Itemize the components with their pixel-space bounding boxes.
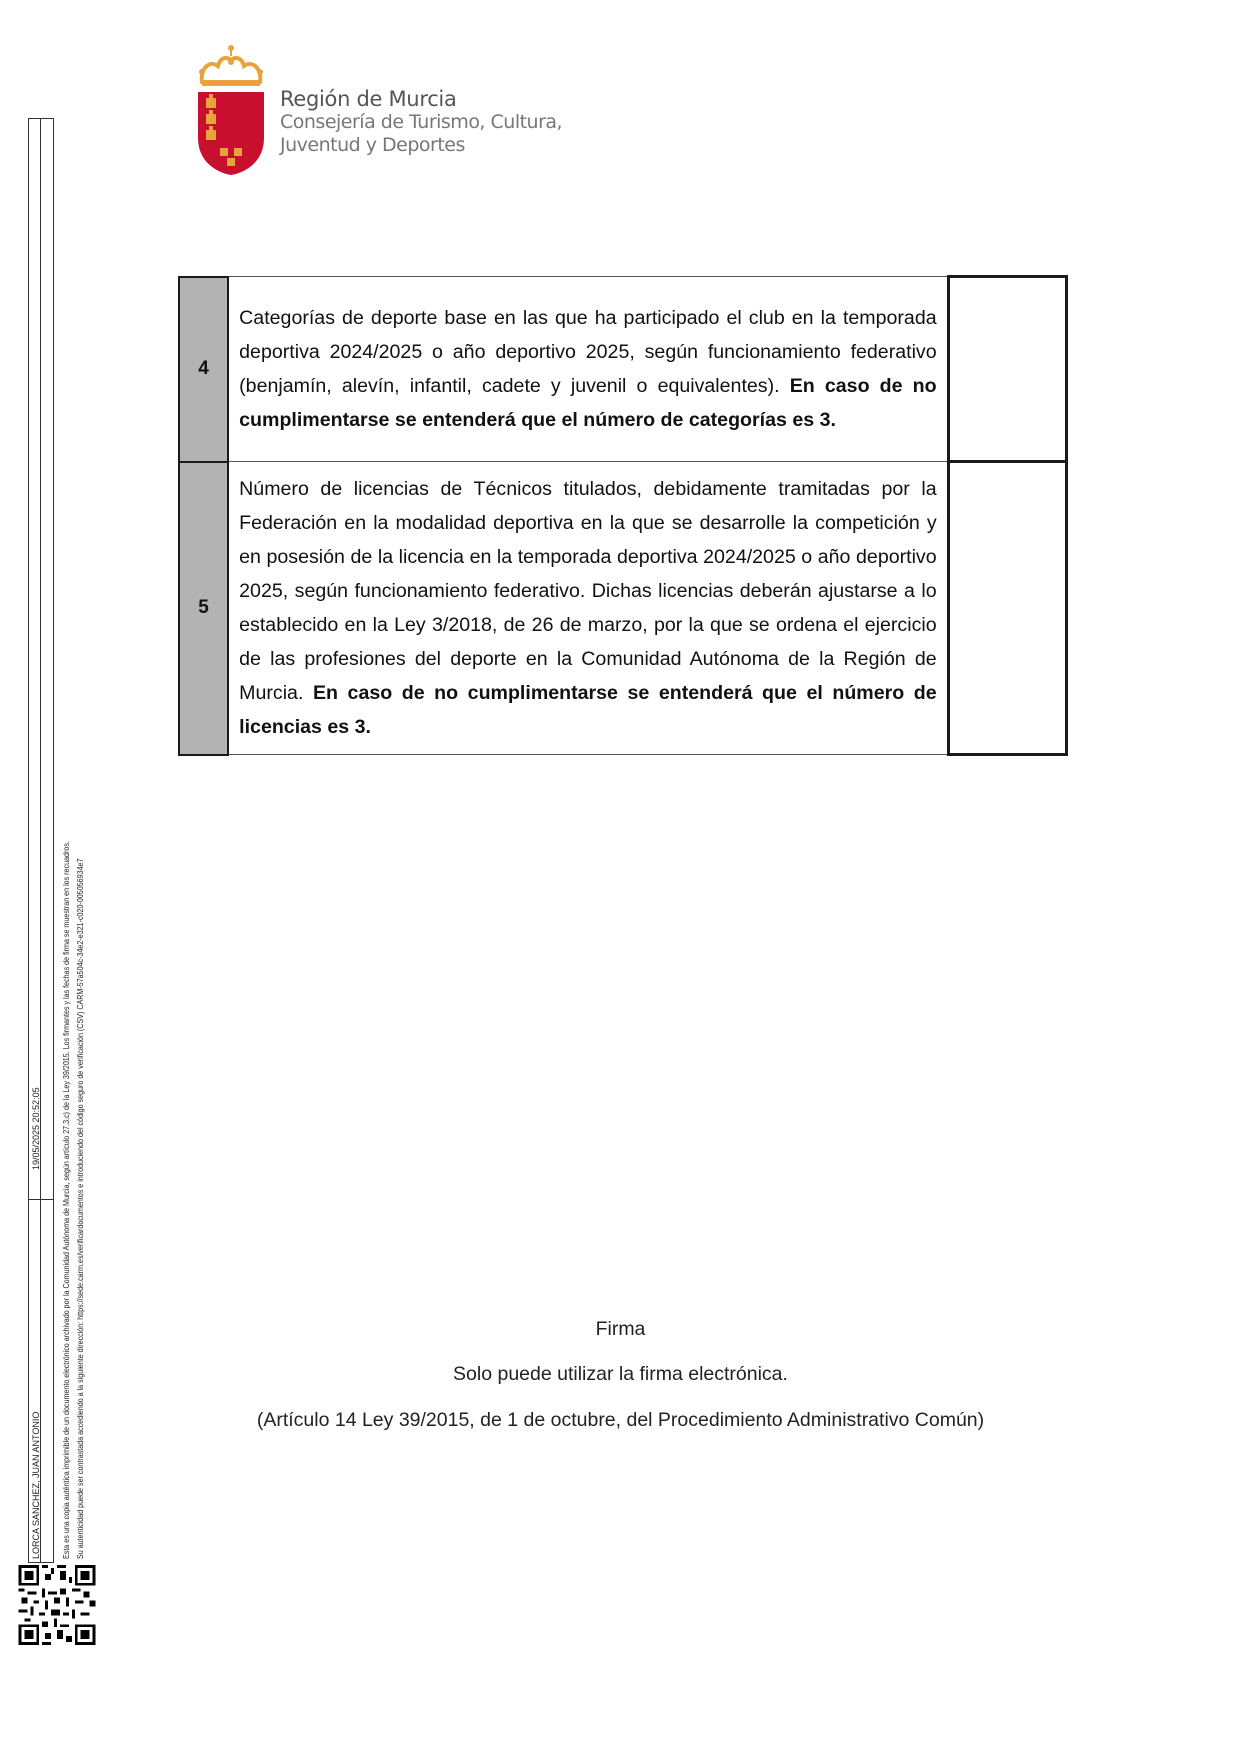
row-value-input[interactable] [948,462,1066,755]
signer-name: LORCA SANCHEZ, JUAN ANTONIO [31,1411,41,1559]
electronic-signature-note: Solo puede utilizar la firma electrónica. [453,1363,788,1385]
signature-label: Firma [595,1318,646,1340]
row-number: 4 [179,277,228,462]
signature-date: 19/05/2025 20:52:05 [31,1087,41,1170]
logo-subtitle-line2: Juventud y Deportes [280,134,465,156]
signature-stamp-box [28,118,54,1563]
logo-subtitle-line1: Consejería de Turismo, Cultura, [280,111,563,133]
table-row [179,277,1067,462]
qr-code-icon [18,1565,96,1645]
row-text: Categorías de deporte base en las que ha participado el club en la temporada deportiva 2024/2025 o año deportivo 2025, según funcionamiento federativo (benjamín, alevín, infantil, cadete y juvenil o equivalentes). [239,307,937,397]
table-row [179,462,1067,755]
coat-of-arms-icon [196,42,266,177]
criteria-table [178,275,1068,756]
row-value-input[interactable] [948,277,1066,462]
authenticity-notice: Esta es una copia auténtica imprimible de un documento electrónico archivado por la Comunidad Autónoma de Murcia, según artículo 27.3.c) de la Ley 39/2015. Los firmantes y las fechas de firma se muestran en los recuadros. [61,841,71,1559]
region-murcia-logo [196,42,596,182]
row-bold-note: En caso de no cumplimentarse se entenderá que el número de categorías es 3. [239,375,937,431]
legal-reference: (Artículo 14 Ley 39/2015, de 1 de octubre, del Procedimiento Administrativo Común) [256,1409,985,1431]
row-bold-note: En caso de no cumplimentarse se entenderá que el número de licencias es 3. [239,682,937,738]
row-text: Número de licencias de Técnicos titulados, debidamente tramitadas por la Federación en la modalidad deportiva en la que se desarrolle la competición y en posesión de la licencia en la temporada deportiva 2024/2025 o año deportivo 2025, según funcionamiento federativo. Dichas licencias deberán ajustarse a lo establecido en la Ley 3/2018, de 26 de marzo, por la que se ordena el ejercicio de las profesiones del deporte en la Comunidad Autónoma de la Región de Murcia. [239,478,937,704]
row-number: 5 [179,462,228,755]
logo-title: Región de Murcia [280,87,457,111]
row-description [228,277,948,462]
row-description [228,462,948,755]
verification-notice: Su autenticidad puede ser contrastada accediendo a la siguiente dirección: https://sede.carm.es/verificardocumentos e introduciendo del código seguro de verificación (CSV) CARM-57a504c-34e2-e321-c020-005056934e7 [75,858,85,1559]
